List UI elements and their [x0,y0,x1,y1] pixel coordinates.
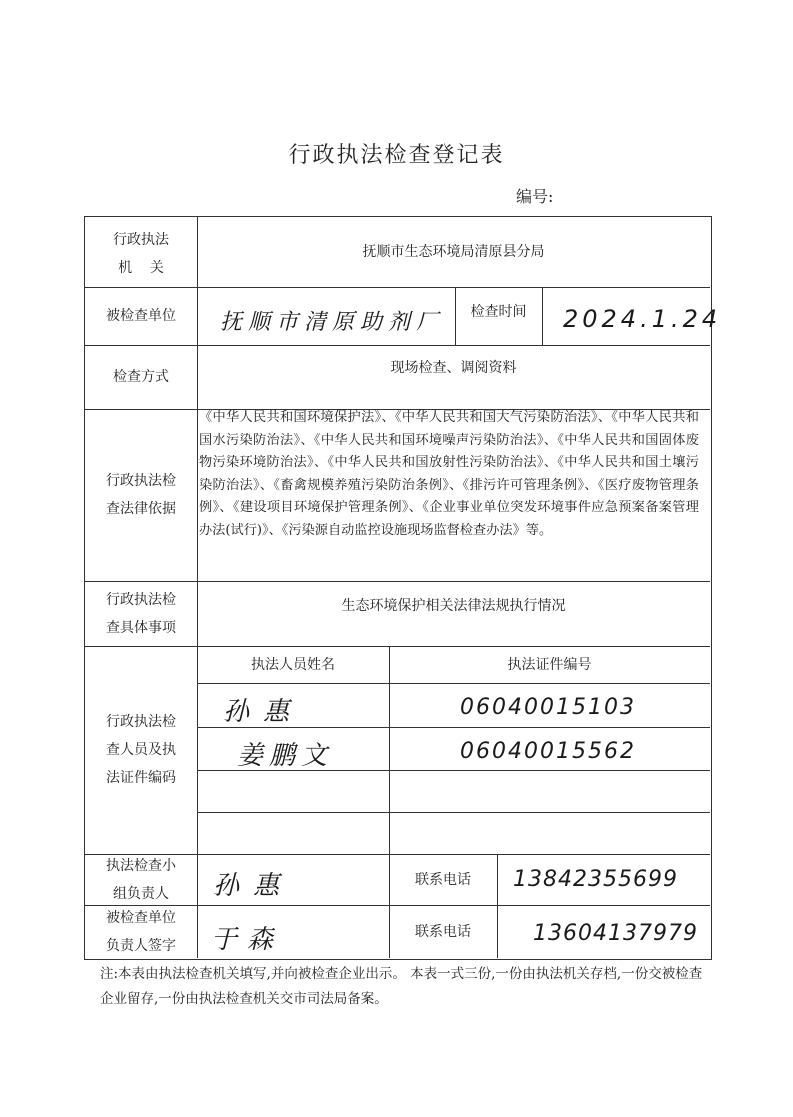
specific-items-value: 生态环境保护相关法律法规执行情况 [341,598,566,614]
unit-phone-label: 联系电话 [415,923,471,940]
officer-1-name: 孙惠 [223,697,304,727]
document-title: 行政执法检查登记表 [288,143,505,168]
inspection-time-label: 检查时间 [470,304,527,320]
footer-note: 注:本表由执法检查机关填写,并向被检查企业出示。 本表一式三份,一份由执法机关存档,一份交被检查企业留存,一份由执法检查机关交市司法局备案。 [100,966,703,1007]
officer-cert-header: 执法证件编号 [507,656,592,673]
unit-phone-value: 13604137979 [533,921,698,946]
legal-basis-label: 行政执法检 查法律依据 [106,473,176,517]
inspected-unit-label: 被检查单位 [106,308,176,324]
method-value: 现场检查、调阅资料 [390,360,517,376]
inspected-unit-handwritten: 抚顺市清原助剂厂 [220,310,445,335]
officers-label: 行政执法检 查人员及执 法证件编码 [106,714,176,786]
inspection-time-handwritten: 2024.1.24 [563,305,722,333]
authority-label: 行政执法 机 关 [113,232,169,276]
legal-basis-text: 《中华人民共和国环境保护法》、《中华人民共和国大气污染防治法》、《中华人民共和国水污染防治法》、《中华人民共和国环境噪声污染防治法》、《中华人民共和国固体废物污染环境防治法》、《中华人民共和国放射性污染防治法》、《中华人民共和国土壤污染防治法》、《畜禽规模养殖污染防治条例》、《排污许可管理条例》、《医疗废物管理条例》、《建设项目环境保护管理条例》、《企业事业单位突发环境事件应急预案备案管理办法(试行)》、《污染源自动监控设施现场监督检查办法》等。 [199,410,699,538]
officer-2-name: 姜鹏文 [237,741,334,771]
group-phone-label: 联系电话 [415,871,471,888]
group-phone-value: 13842355699 [513,867,678,892]
authority-value: 抚顺市生态环境局清原县分局 [362,244,545,260]
inspection-form-table [84,216,722,960]
method-label: 检查方式 [113,369,169,385]
group-leader-label: 执法检查小 组负责人 [106,857,176,902]
unit-signer-signature: 于森 [211,925,284,955]
specific-items-label: 行政执法检 查具体事项 [106,591,176,636]
officer-2-cert: 06040015562 [460,739,636,764]
unit-signer-label: 被检查单位 负责人签字 [106,909,176,954]
serial-number-label: 编号: [516,187,554,206]
officer-1-cert: 06040015103 [460,695,636,720]
group-leader-signature: 孙惠 [213,871,294,901]
officer-name-header: 执法人员姓名 [251,656,335,673]
